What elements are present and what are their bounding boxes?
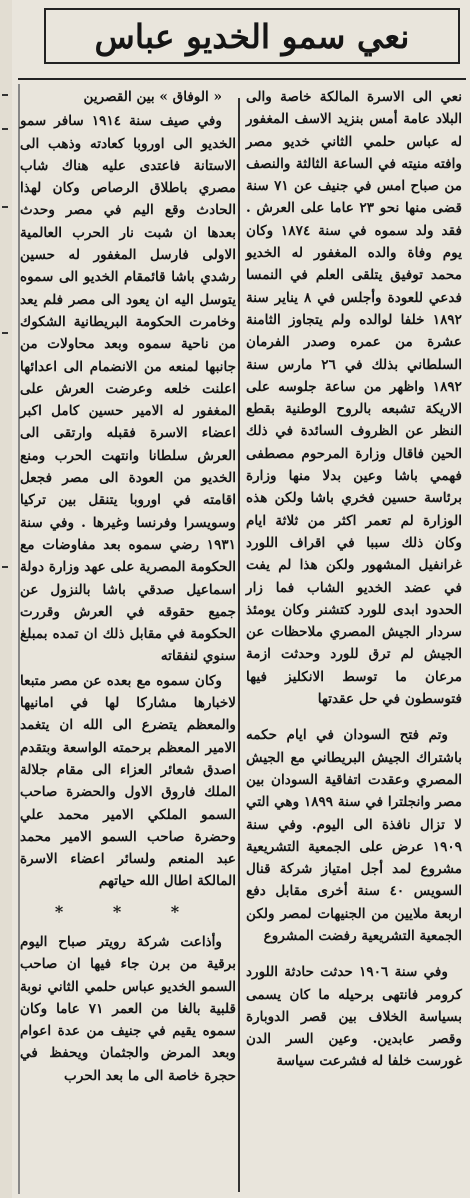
headline-box xyxy=(44,8,460,64)
adjacent-page-margin xyxy=(0,0,12,1198)
margin-mark xyxy=(2,206,8,208)
article-paragraph: وأذاعت شركة رويتر صباح اليوم برقية من برن جاء فيها ان صاحب السمو الخديو عباس حلمي الثاني نوبة قلبية بالغا من العمر ٧١ عاما وكان سموه يقيم في جنيف من عدة اعوام وبعد المرض والجثمان ويحفظ في حجرة خاصة الى ما بعد الحرب xyxy=(20,933,236,1084)
margin-mark xyxy=(2,94,8,96)
margin-mark xyxy=(2,332,8,334)
article-paragraph: وفي سنة ١٩٠٦ حدثت حادثة اللورد كرومر فانتهى برحيله ما كان يسمى بسياسة الخلاف بين قصر الدوبارة وقصر عابدين. وعين السر الدن غورست خلفا له فشرعت سياسة xyxy=(246,964,462,1070)
headline: نعي سمو الخديو عباس xyxy=(94,16,410,56)
section-separator: * * * xyxy=(54,901,202,921)
section-subheading: « الوفاق » بين القصرين xyxy=(83,89,222,105)
margin-mark xyxy=(2,128,8,130)
column-separator xyxy=(238,98,240,1192)
article-paragraph: وكان سموه مع بعده عن مصر متبعا لاخبارها مشاركا لها في امانيها والمعظم يتضرع الى الله ان يتغمد الامير المعظم برحمته الواسعة وبتقدم اصدق شعائر العزاء الى مقام جلالة الملك فاروق الاول والحضرة صاحب السمو الملكي الامير محمد علي وحضرة صاحب السمو الامير محمد عبد المنعم ولسائر اعضاء الاسرة المالكة اطال الله حياتهم xyxy=(20,672,236,890)
article-paragraph: وتم فتح السودان في ايام حكمه باشتراك الجيش البريطاني مع الجيش المصري وعقدت اتفاقية السودان بين مصر وانجلترا في سنة ١٨٩٩ وهي التي لا تزال نافذة الى اليوم. وفي سنة ١٩٠٩ عرض على الجمعية التشريعية مشروع لمد أجل امتياز شركة قنال السويس ٤٠ سنة أخرى مقابل دفع اربعة ملايين من الجنيهات لمصر ولكن الجمعية التشريعية رفضت المشروع xyxy=(246,727,462,944)
margin-mark xyxy=(2,566,8,568)
article-column-right xyxy=(246,86,462,1075)
article-paragraph: نعي الى الاسرة المالكة خاصة والى البلاد عامة أمس بنزيد الاسف المغفور له عباس حلمي الثاني خديو مصر وافته منيته في الساعة الثالثة والنصف من صباح امس في جنيف عن ٧١ سنة قضى منها نحو ٢٣ عاما على العرش . فقد ولد سموه في سنة ١٨٧٤ وكان يوم وفاة والده المغفور له الخديو محمد توفيق يتلقى العلم في النمسا فدعي للعودة وأجلس في ٨ يناير سنة ١٨٩٢ خلفا لوالده ولم يتجاوز الثامنة عشرة من عمره وصدر الفرمان السلطاني بذلك في ٢٦ مارس سنة ١٨٩٢ واظهر من ساعة جلوسه على الاريكة تشبعه بالروح الوطنية بقطع النظر عن الظروف السائدة في ذلك الحين فاقال وزارة المرحوم مصطفى فهمي باشا وعين بدلا منها وزارة برئاسة حسين فخري باشا ولكن هذه الوزارة لم تعمر اكثر من ثلاثة ايام وكان ذلك سببا في اقراف اللورد غرانفيل المشهور ولكن هذا لم يفت في عضد الخديو الشاب فما زار الحدود ابدى للورد كتشنر وكان يومئذ سردار الجيش المصري ملاحظات عن الجيش لم ترق للورد وحدثت ازمة مرعان ما توسط الانكليز فيها فتوسطون في حل عقدتها xyxy=(246,89,463,708)
article-column-left xyxy=(20,86,236,1089)
headline-rule xyxy=(18,78,466,80)
article-paragraph: وفي صيف سنة ١٩١٤ سافر سمو الخديو الى اوروبا كعادته وذهب الى الاستانة فاعتدى عليه هناك شاب مصري باطلاق الرصاص وكان لهذا الحادث وقع اليم في مصر وحدث بعدها ان شبت نار الحرب العالمية الاولى فارسل المغفور له حسين رشدي باشا قائمقام الخديو الى سموه يتوسل اليه ان يعود الى مصر فلم يعد وخامرت الحكومة البريطانية الشكوك من ناحية سموه وبعد محاولات من جانبها لمنعه من الانضمام الى اعدائها اعلنت خلعه وعرضت العرش على المغفور له الامير حسين كامل اكبر اعضاء الاسرة فقبله وارتقى الى العرش سلطانا وانتهت الحرب ومنع الخديو من العودة الى مصر فجعل اقامته في اوروبا يتنقل بين تركيا وسويسرا وفرنسا وغيرها . وفي سنة ١٩٣١ رضي سموه بعد مفاوضات مع الحكومة المصرية على عهد وزارة دولة اسماعيل صدقي باشا بالنزول عن جميع حقوقه في العرش وقررت الحكومة في مقابل ذلك ان تمده بمبلغ سنوي لنفقاته xyxy=(20,113,236,665)
